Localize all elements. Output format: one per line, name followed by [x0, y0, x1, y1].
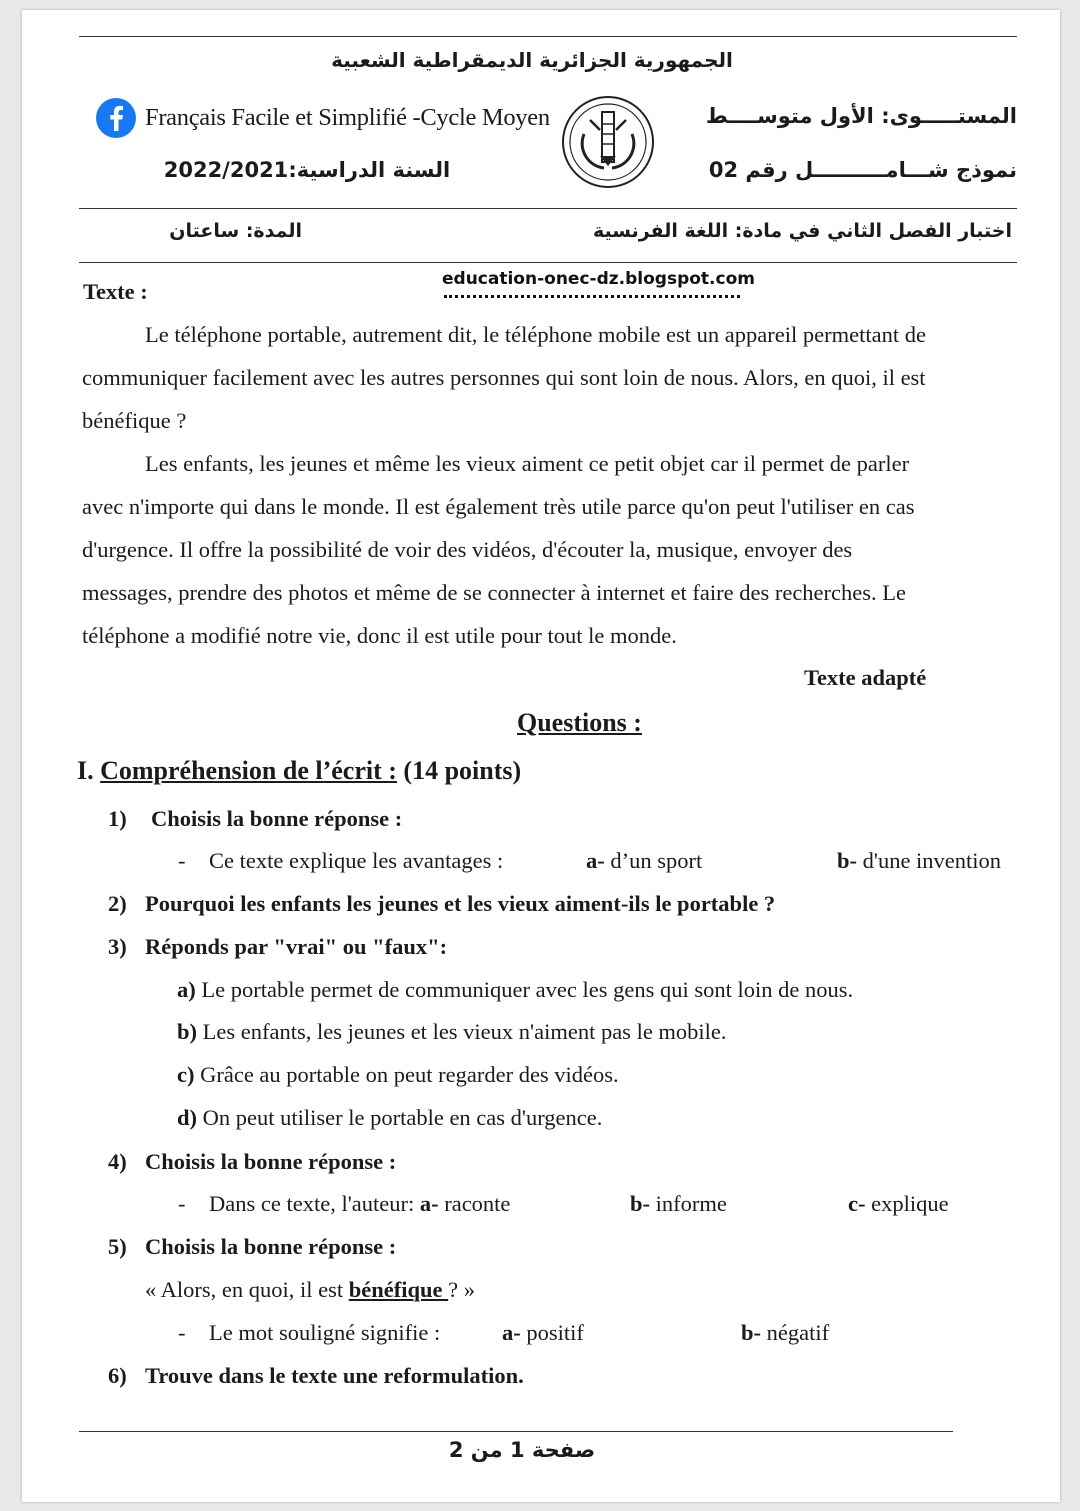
q4-option-b	[630, 1191, 727, 1217]
level-label: المستـــــوى: الأول متوســــط	[705, 104, 1017, 128]
q4-c-text: explique	[871, 1191, 949, 1216]
q1-text: Choisis la bonne réponse :	[151, 806, 403, 831]
q3-item-a	[177, 977, 853, 1003]
q5-dash: -	[178, 1320, 186, 1345]
q3-number: 3)	[108, 934, 127, 959]
exam-page	[22, 10, 1060, 1502]
section-points: (14 points)	[403, 756, 522, 785]
ministry-logo	[560, 94, 656, 190]
q3-d-text: On peut utiliser le portable en cas d'urgence.	[202, 1105, 603, 1130]
q4-stem-and-a	[209, 1191, 510, 1217]
q1-dash: -	[178, 848, 186, 873]
q4-a-text: raconte	[444, 1191, 511, 1216]
school-year: السنة الدراسية:2022/2021	[163, 158, 451, 182]
watermark-dots	[444, 295, 740, 298]
q1-a-letter: a-	[586, 848, 605, 873]
p2-line-1: Les enfants, les jeunes et même les vieux aiment ce petit objet car il permet de parler	[145, 451, 910, 476]
header-rule-2	[79, 262, 1017, 263]
q5-quote	[145, 1277, 475, 1303]
q1-option-b	[837, 848, 1001, 874]
questions-title: Questions :	[517, 708, 642, 737]
q3-a-letter: a)	[177, 977, 196, 1002]
q5-quote-open: « Alors, en quoi, il est	[145, 1277, 349, 1302]
q1-a-text: d’un sport	[610, 848, 703, 873]
p2-line-5: téléphone a modifié notre vie, donc il est utile pour tout le monde.	[82, 623, 677, 648]
p2-line-2: avec n'importe qui dans le monde. Il est également très utile parce qu'on peut l'utiliser en cas	[82, 494, 915, 519]
q4-stem: Dans ce texte, l'auteur:	[209, 1191, 415, 1216]
text-label: Texte :	[83, 279, 148, 304]
text-paragraph-2	[82, 442, 1022, 657]
footer-rule	[79, 1431, 953, 1432]
duration-label: المدة: ساعتان	[169, 220, 302, 242]
q5-option-b	[741, 1320, 829, 1346]
q5-stem: Le mot souligné signifie :	[209, 1320, 441, 1345]
q3-a-text: Le portable permet de communiquer avec les gens qui sont loin de nous.	[201, 977, 854, 1002]
text-paragraph-1	[82, 313, 1022, 442]
p1-line-3: bénéfique ?	[82, 408, 187, 433]
model-number: نموذج شـــامــــــــــل رقم 02	[708, 158, 1017, 182]
q3-text: Réponds par "vrai" ou "faux":	[145, 934, 448, 959]
q5-a-letter: a-	[502, 1320, 521, 1345]
republic-title: الجمهورية الجزائرية الديمقراطية الشعبية	[331, 48, 733, 72]
q5-b-text: négatif	[766, 1320, 830, 1345]
q3-b-letter: b)	[177, 1019, 198, 1044]
q1-b-letter: b-	[837, 848, 858, 873]
q3-c-letter: c)	[177, 1062, 195, 1087]
facebook-icon	[96, 98, 136, 138]
q2-number: 2)	[108, 891, 127, 916]
q5-b-letter: b-	[741, 1320, 762, 1345]
q5-text: Choisis la bonne réponse :	[145, 1234, 397, 1259]
q4-b-letter: b-	[630, 1191, 651, 1216]
q6-number: 6)	[108, 1363, 127, 1388]
p1-line-1: Le téléphone portable, autrement dit, le téléphone mobile est un appareil permettant de	[145, 322, 926, 347]
section-heading	[77, 756, 521, 786]
q1-b-text: d'une invention	[862, 848, 1002, 873]
q3-item-b	[177, 1019, 727, 1045]
q6-text: Trouve dans le texte une reformulation.	[145, 1363, 524, 1388]
p2-line-4: messages, prendre des photos et même de se connecter à internet et faire des recherches. Le	[82, 580, 906, 605]
exam-title: اختبار الفصل الثاني في مادة: اللغة الفرنسية	[592, 220, 1012, 242]
text-source: Texte adapté	[804, 665, 927, 690]
q4-text: Choisis la bonne réponse :	[145, 1149, 397, 1174]
q5-number: 5)	[108, 1234, 127, 1259]
q2-text: Pourquoi les enfants les jeunes et les vieux aiment-ils le portable ?	[145, 891, 776, 916]
q5-quote-close: ? »	[448, 1277, 476, 1302]
q1-number: 1)	[108, 806, 127, 831]
p2-line-3: d'urgence. Il offre la possibilité de voir des vidéos, d'écouter la, musique, envoyer des	[82, 537, 853, 562]
q1-stem: Ce texte explique les avantages :	[209, 848, 504, 873]
q3-c-text: Grâce au portable on peut regarder des vidéos.	[200, 1062, 619, 1087]
section-number: I.	[77, 756, 94, 785]
q5-a-text: positif	[526, 1320, 584, 1345]
q5-option-a	[502, 1320, 584, 1346]
top-rule	[79, 36, 1017, 37]
q5-quote-word: bénéfique	[348, 1277, 449, 1302]
q4-a-letter: a-	[419, 1191, 439, 1216]
q3-b-text: Les enfants, les jeunes et les vieux n'aiment pas le mobile.	[202, 1019, 727, 1044]
q1-option-a	[586, 848, 702, 874]
q3-d-letter: d)	[177, 1105, 198, 1130]
p1-line-2: communiquer facilement avec les autres personnes qui sont loin de nous. Alors, en quoi, il est	[82, 365, 926, 390]
section-title: Compréhension de l’écrit :	[100, 756, 397, 785]
q4-option-c	[848, 1191, 949, 1217]
q4-dash: -	[178, 1191, 186, 1216]
q3-item-d	[177, 1105, 602, 1131]
page-number: صفحة 1 من 2	[448, 1438, 596, 1462]
header-rule-1	[79, 208, 1017, 209]
q4-c-letter: c-	[848, 1191, 866, 1216]
page-name: Français Facile et Simplifié -Cycle Moyen	[145, 104, 550, 131]
q3-item-c	[177, 1062, 619, 1088]
q4-b-text: informe	[655, 1191, 727, 1216]
q4-number: 4)	[108, 1149, 127, 1174]
watermark-url[interactable]: education-onec-dz.blogspot.com	[442, 269, 755, 289]
